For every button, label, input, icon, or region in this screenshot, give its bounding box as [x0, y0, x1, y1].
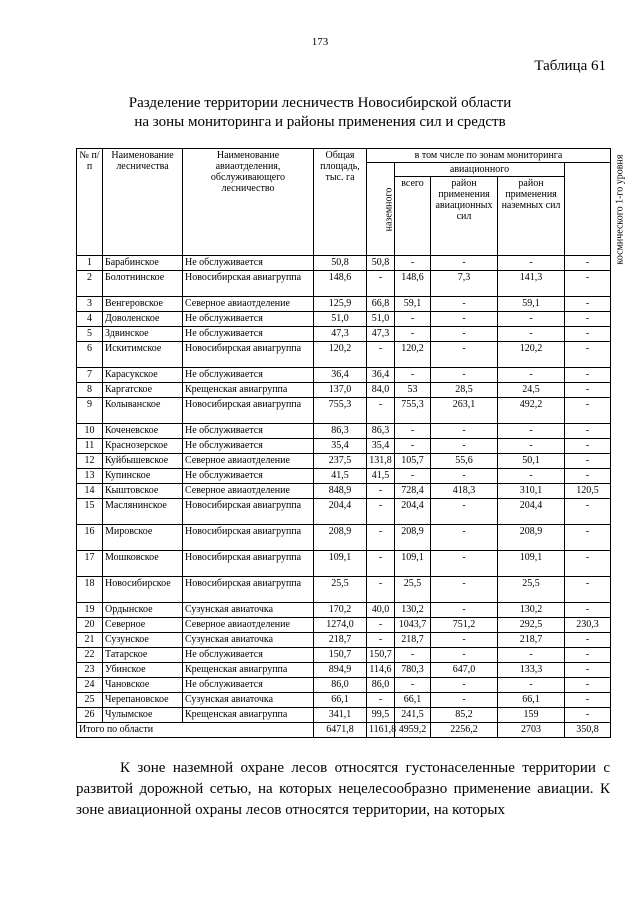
header-aviadept: Наименование авиаотделения, обслуживающего лесничество: [183, 149, 314, 256]
cell-n: 20: [77, 618, 103, 633]
table-row: [77, 551, 611, 577]
cell-avia: 7,3: [431, 271, 498, 297]
cell-area: 36,4: [314, 368, 367, 383]
cell-area: 137,0: [314, 383, 367, 398]
totals-total: 4959,2: [395, 723, 431, 738]
cell-total: 105,7: [395, 454, 431, 469]
cell-area: 894,9: [314, 663, 367, 678]
cell-space: -: [565, 499, 611, 525]
header-area: Общая площадь, тыс. га: [314, 149, 367, 256]
header-total: всего: [395, 177, 431, 256]
cell-n: 6: [77, 342, 103, 368]
cell-space: -: [565, 439, 611, 454]
body-paragraph: [76, 758, 610, 821]
cell-area: 41,5: [314, 469, 367, 484]
cell-total: -: [395, 256, 431, 271]
cell-area: 47,3: [314, 327, 367, 342]
cell-name: Сузунское: [103, 633, 183, 648]
table-row: [77, 525, 611, 551]
cell-n: 7: [77, 368, 103, 383]
cell-area: 218,7: [314, 633, 367, 648]
cell-avia: -: [431, 648, 498, 663]
cell-name: Болотнинское: [103, 271, 183, 297]
totals-label: Итого по области: [77, 723, 314, 738]
cell-total: -: [395, 424, 431, 439]
table-row: [77, 424, 611, 439]
cell-avia: -: [431, 342, 498, 368]
table-row: [77, 577, 611, 603]
cell-n: 24: [77, 678, 103, 693]
cell-ground: 41,5: [367, 469, 395, 484]
cell-area: 848,9: [314, 484, 367, 499]
cell-total: -: [395, 648, 431, 663]
cell-area: 208,9: [314, 525, 367, 551]
cell-ground: 114,6: [367, 663, 395, 678]
forestry-table: [76, 148, 626, 738]
cell-name: Краснозерское: [103, 439, 183, 454]
cell-name: Чулымское: [103, 708, 183, 723]
cell-name: Мошковское: [103, 551, 183, 577]
table-row: [77, 469, 611, 484]
header-space: космического 1-го уровня: [565, 163, 611, 256]
title-line: на зоны мониторинга и районы применения сил и средств: [134, 114, 506, 130]
cell-gr: -: [498, 439, 565, 454]
table-row: [77, 312, 611, 327]
cell-avia: 28,5: [431, 383, 498, 398]
cell-ground: -: [367, 484, 395, 499]
header-ground: наземного: [367, 163, 395, 256]
forestry-table-container: [76, 148, 626, 738]
cell-name: Кыштовское: [103, 484, 183, 499]
cell-area: 150,7: [314, 648, 367, 663]
cell-ground: 99,5: [367, 708, 395, 723]
cell-ground: 84,0: [367, 383, 395, 398]
cell-gr: 50,1: [498, 454, 565, 469]
cell-n: 16: [77, 525, 103, 551]
table-row: [77, 603, 611, 618]
header-aviation: авиационного: [395, 163, 565, 177]
cell-name: Новосибирское: [103, 577, 183, 603]
paragraph-text: К зоне наземной охране лесов относятся густонаселенные территории с развитой дорожной сетью, на которых нецелесообразно применение авиации. К зоне авиационной охраны лесов относятся территории, на которых: [76, 760, 610, 818]
cell-ground: 86,3: [367, 424, 395, 439]
cell-avia: 418,3: [431, 484, 498, 499]
cell-total: 25,5: [395, 577, 431, 603]
cell-name: Карасукское: [103, 368, 183, 383]
table-row: [77, 439, 611, 454]
cell-gr: 24,5: [498, 383, 565, 398]
table-row: [77, 327, 611, 342]
cell-n: 1: [77, 256, 103, 271]
table-row: [77, 633, 611, 648]
cell-space: -: [565, 312, 611, 327]
cell-total: 120,2: [395, 342, 431, 368]
cell-avia: -: [431, 297, 498, 312]
cell-dept: Северное авиаотделение: [183, 484, 314, 499]
header-avia-area: район применения авиационных сил: [431, 177, 498, 256]
cell-avia: -: [431, 551, 498, 577]
cell-name: Купинское: [103, 469, 183, 484]
cell-gr: -: [498, 678, 565, 693]
cell-total: 204,4: [395, 499, 431, 525]
cell-avia: -: [431, 368, 498, 383]
cell-gr: 492,2: [498, 398, 565, 424]
table-row: [77, 648, 611, 663]
cell-dept: Не обслуживается: [183, 648, 314, 663]
cell-total: -: [395, 327, 431, 342]
cell-area: 1274,0: [314, 618, 367, 633]
cell-ground: -: [367, 525, 395, 551]
table-row: [77, 708, 611, 723]
cell-avia: -: [431, 327, 498, 342]
cell-ground: -: [367, 271, 395, 297]
cell-space: -: [565, 633, 611, 648]
cell-space: -: [565, 297, 611, 312]
cell-total: 148,6: [395, 271, 431, 297]
cell-total: 1043,7: [395, 618, 431, 633]
cell-n: 22: [77, 648, 103, 663]
cell-name: Венгеровское: [103, 297, 183, 312]
cell-gr: -: [498, 469, 565, 484]
table-row: [77, 342, 611, 368]
cell-ground: 86,0: [367, 678, 395, 693]
cell-n: 17: [77, 551, 103, 577]
cell-avia: -: [431, 525, 498, 551]
cell-space: -: [565, 693, 611, 708]
cell-total: 208,9: [395, 525, 431, 551]
cell-total: -: [395, 439, 431, 454]
cell-ground: -: [367, 551, 395, 577]
cell-area: 86,3: [314, 424, 367, 439]
cell-ground: -: [367, 618, 395, 633]
table-row: [77, 663, 611, 678]
cell-area: 66,1: [314, 693, 367, 708]
cell-name: Маслянинское: [103, 499, 183, 525]
cell-gr: 310,1: [498, 484, 565, 499]
cell-area: 35,4: [314, 439, 367, 454]
cell-n: 9: [77, 398, 103, 424]
cell-gr: 59,1: [498, 297, 565, 312]
cell-area: 204,4: [314, 499, 367, 525]
totals-space: 350,8: [565, 723, 611, 738]
cell-n: 14: [77, 484, 103, 499]
header-ground-area: район применения наземных сил: [498, 177, 565, 256]
cell-name: Татарское: [103, 648, 183, 663]
cell-area: 51,0: [314, 312, 367, 327]
cell-space: -: [565, 469, 611, 484]
cell-name: Убинское: [103, 663, 183, 678]
cell-area: 25,5: [314, 577, 367, 603]
cell-avia: -: [431, 603, 498, 618]
table-row: [77, 454, 611, 469]
cell-space: -: [565, 342, 611, 368]
cell-ground: -: [367, 499, 395, 525]
cell-total: 241,5: [395, 708, 431, 723]
cell-total: 59,1: [395, 297, 431, 312]
cell-area: 125,9: [314, 297, 367, 312]
cell-gr: 25,5: [498, 577, 565, 603]
cell-gr: -: [498, 368, 565, 383]
totals-row: [77, 723, 611, 738]
cell-space: -: [565, 708, 611, 723]
cell-n: 18: [77, 577, 103, 603]
cell-ground: 150,7: [367, 648, 395, 663]
cell-area: 109,1: [314, 551, 367, 577]
cell-n: 2: [77, 271, 103, 297]
cell-gr: 109,1: [498, 551, 565, 577]
cell-dept: Крещенская авиагруппа: [183, 383, 314, 398]
cell-space: -: [565, 663, 611, 678]
cell-area: 170,2: [314, 603, 367, 618]
cell-name: Здвинское: [103, 327, 183, 342]
cell-ground: -: [367, 342, 395, 368]
header-num: № п/п: [77, 149, 103, 256]
cell-gr: 292,5: [498, 618, 565, 633]
cell-area: 341,1: [314, 708, 367, 723]
cell-gr: -: [498, 256, 565, 271]
cell-space: -: [565, 424, 611, 439]
cell-dept: Новосибирская авиагруппа: [183, 525, 314, 551]
cell-gr: -: [498, 327, 565, 342]
cell-avia: -: [431, 577, 498, 603]
cell-ground: 47,3: [367, 327, 395, 342]
cell-space: -: [565, 383, 611, 398]
cell-ground: 131,8: [367, 454, 395, 469]
cell-n: 21: [77, 633, 103, 648]
cell-gr: 204,4: [498, 499, 565, 525]
cell-avia: -: [431, 499, 498, 525]
cell-name: Черепановское: [103, 693, 183, 708]
totals-ground: 1161,8: [367, 723, 395, 738]
cell-total: 66,1: [395, 693, 431, 708]
cell-total: 109,1: [395, 551, 431, 577]
cell-n: 4: [77, 312, 103, 327]
cell-n: 19: [77, 603, 103, 618]
cell-gr: 141,3: [498, 271, 565, 297]
cell-name: Каргатское: [103, 383, 183, 398]
cell-dept: Северное авиаотделение: [183, 618, 314, 633]
cell-dept: Сузунская авиаточка: [183, 603, 314, 618]
cell-dept: Не обслуживается: [183, 678, 314, 693]
cell-gr: 130,2: [498, 603, 565, 618]
cell-gr: 120,2: [498, 342, 565, 368]
table-row: [77, 297, 611, 312]
cell-space: -: [565, 577, 611, 603]
cell-ground: 36,4: [367, 368, 395, 383]
cell-avia: -: [431, 424, 498, 439]
cell-avia: -: [431, 312, 498, 327]
cell-avia: 751,2: [431, 618, 498, 633]
cell-dept: Сузунская авиаточка: [183, 693, 314, 708]
cell-space: -: [565, 551, 611, 577]
cell-avia: -: [431, 439, 498, 454]
cell-dept: Новосибирская авиагруппа: [183, 271, 314, 297]
cell-name: Доволенское: [103, 312, 183, 327]
cell-gr: 66,1: [498, 693, 565, 708]
table-row: [77, 693, 611, 708]
table-body: [77, 256, 611, 738]
cell-ground: -: [367, 693, 395, 708]
table-row: [77, 499, 611, 525]
table-row: [77, 618, 611, 633]
cell-space: -: [565, 398, 611, 424]
cell-n: 26: [77, 708, 103, 723]
table-row: [77, 678, 611, 693]
cell-total: -: [395, 678, 431, 693]
cell-name: Ордынское: [103, 603, 183, 618]
table-title: [0, 94, 640, 132]
cell-gr: -: [498, 312, 565, 327]
cell-avia: -: [431, 469, 498, 484]
cell-n: 12: [77, 454, 103, 469]
cell-space: -: [565, 603, 611, 618]
cell-space: -: [565, 256, 611, 271]
cell-avia: 55,6: [431, 454, 498, 469]
table-label: Таблица 61: [534, 58, 606, 74]
totals-avia: 2256,2: [431, 723, 498, 738]
cell-total: -: [395, 368, 431, 383]
cell-total: 728,4: [395, 484, 431, 499]
cell-n: 5: [77, 327, 103, 342]
cell-name: Барабинское: [103, 256, 183, 271]
cell-space: -: [565, 368, 611, 383]
cell-area: 50,8: [314, 256, 367, 271]
header-zones: в том числе по зонам мониторинга: [367, 149, 611, 163]
cell-space: -: [565, 327, 611, 342]
cell-area: 148,6: [314, 271, 367, 297]
cell-n: 23: [77, 663, 103, 678]
cell-n: 3: [77, 297, 103, 312]
cell-dept: Новосибирская авиагруппа: [183, 499, 314, 525]
page-number: 173: [311, 36, 329, 48]
cell-dept: Новосибирская авиагруппа: [183, 342, 314, 368]
cell-gr: 159: [498, 708, 565, 723]
table-row: [77, 368, 611, 383]
table-row: [77, 398, 611, 424]
cell-dept: Не обслуживается: [183, 327, 314, 342]
cell-name: Северное: [103, 618, 183, 633]
cell-ground: 51,0: [367, 312, 395, 327]
cell-n: 25: [77, 693, 103, 708]
cell-name: Искитимское: [103, 342, 183, 368]
header-forestry: Наименование лесничества: [103, 149, 183, 256]
cell-n: 13: [77, 469, 103, 484]
cell-dept: Крещенская авиагруппа: [183, 663, 314, 678]
cell-avia: -: [431, 678, 498, 693]
cell-gr: 218,7: [498, 633, 565, 648]
cell-dept: Не обслуживается: [183, 439, 314, 454]
cell-dept: Не обслуживается: [183, 469, 314, 484]
cell-total: -: [395, 469, 431, 484]
cell-dept: Не обслуживается: [183, 312, 314, 327]
cell-total: -: [395, 312, 431, 327]
cell-n: 11: [77, 439, 103, 454]
title-line: Разделение территории лесничеств Новосибирской области: [128, 95, 512, 111]
cell-gr: -: [498, 424, 565, 439]
cell-dept: Не обслуживается: [183, 256, 314, 271]
cell-total: 130,2: [395, 603, 431, 618]
cell-space: -: [565, 271, 611, 297]
table-row: [77, 256, 611, 271]
cell-area: 755,3: [314, 398, 367, 424]
cell-dept: Северное авиаотделение: [183, 297, 314, 312]
cell-dept: Новосибирская авиагруппа: [183, 398, 314, 424]
cell-dept: Сузунская авиаточка: [183, 633, 314, 648]
cell-space: -: [565, 454, 611, 469]
cell-name: Мировское: [103, 525, 183, 551]
table-row: [77, 383, 611, 398]
cell-space: 120,5: [565, 484, 611, 499]
cell-total: 53: [395, 383, 431, 398]
cell-n: 15: [77, 499, 103, 525]
cell-name: Коченевское: [103, 424, 183, 439]
cell-total: 755,3: [395, 398, 431, 424]
cell-avia: -: [431, 693, 498, 708]
totals-area: 6471,8: [314, 723, 367, 738]
cell-area: 237,5: [314, 454, 367, 469]
cell-gr: -: [498, 648, 565, 663]
cell-dept: Не обслуживается: [183, 424, 314, 439]
cell-dept: Новосибирская авиагруппа: [183, 551, 314, 577]
cell-ground: -: [367, 398, 395, 424]
cell-gr: 208,9: [498, 525, 565, 551]
cell-space: -: [565, 648, 611, 663]
cell-gr: 133,3: [498, 663, 565, 678]
cell-ground: -: [367, 577, 395, 603]
cell-avia: -: [431, 256, 498, 271]
cell-avia: 263,1: [431, 398, 498, 424]
cell-dept: Новосибирская авиагруппа: [183, 577, 314, 603]
cell-n: 8: [77, 383, 103, 398]
cell-dept: Не обслуживается: [183, 368, 314, 383]
cell-avia: -: [431, 633, 498, 648]
cell-area: 86,0: [314, 678, 367, 693]
cell-name: Чановское: [103, 678, 183, 693]
cell-ground: -: [367, 633, 395, 648]
cell-space: 230,3: [565, 618, 611, 633]
cell-ground: 66,8: [367, 297, 395, 312]
cell-name: Колыванское: [103, 398, 183, 424]
cell-ground: 50,8: [367, 256, 395, 271]
table-row: [77, 271, 611, 297]
cell-total: 780,3: [395, 663, 431, 678]
cell-total: 218,7: [395, 633, 431, 648]
cell-name: Куйбышевское: [103, 454, 183, 469]
cell-area: 120,2: [314, 342, 367, 368]
cell-ground: 35,4: [367, 439, 395, 454]
cell-space: -: [565, 525, 611, 551]
totals-gr: 2703: [498, 723, 565, 738]
table-row: [77, 484, 611, 499]
cell-n: 10: [77, 424, 103, 439]
cell-ground: 40,0: [367, 603, 395, 618]
cell-dept: Северное авиаотделение: [183, 454, 314, 469]
cell-space: -: [565, 678, 611, 693]
cell-dept: Крещенская авиагруппа: [183, 708, 314, 723]
cell-avia: 647,0: [431, 663, 498, 678]
cell-avia: 85,2: [431, 708, 498, 723]
